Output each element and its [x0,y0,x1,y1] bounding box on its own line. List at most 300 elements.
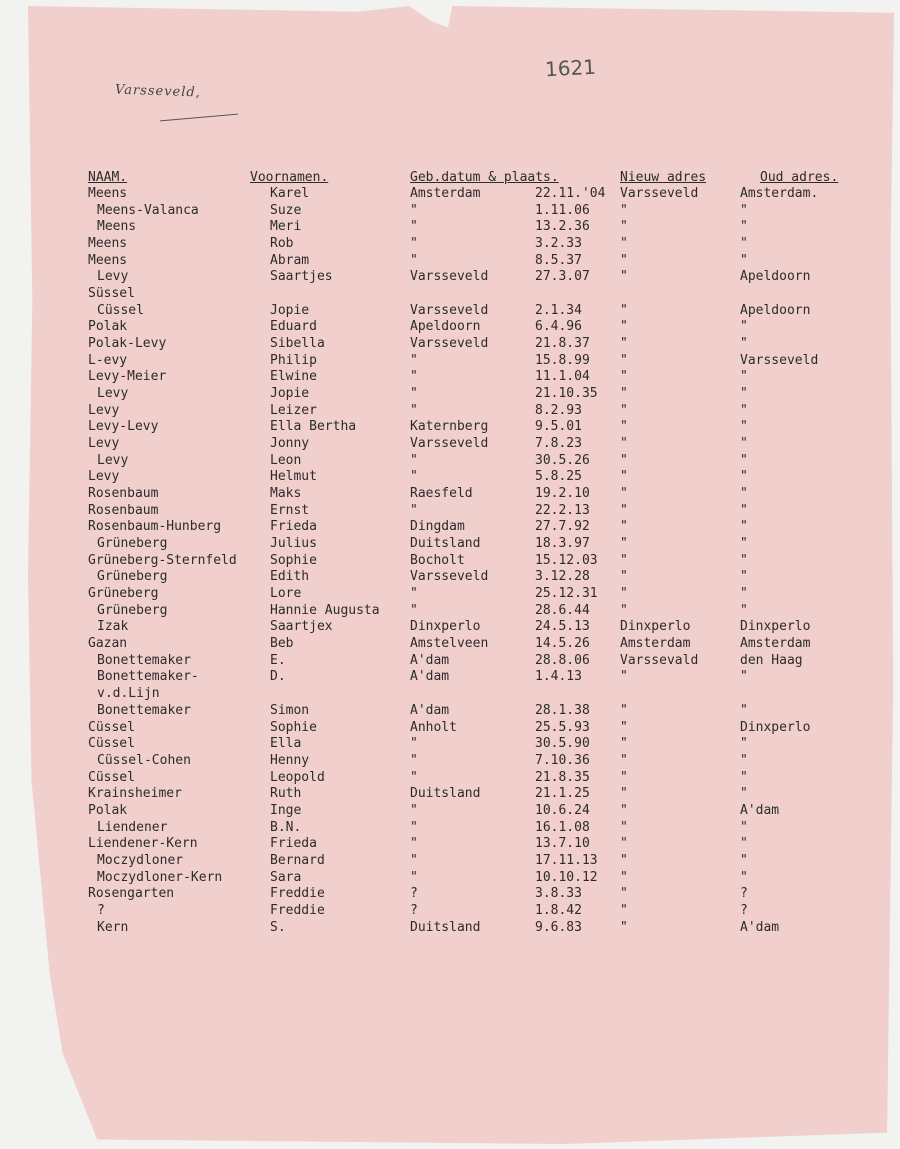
person-surname: Levy [97,452,129,468]
new-address: " [620,719,628,735]
birth-place: " [410,452,418,468]
birth-place: " [410,469,418,485]
new-address: " [620,802,628,818]
table-row [0,803,900,820]
person-first-name: Jonny [270,436,310,452]
table-row [0,820,900,837]
old-address: " [740,252,748,268]
person-first-name: Simon [270,702,310,718]
old-address: " [740,669,748,685]
person-first-name: Ella [270,736,302,752]
old-address: " [740,336,748,352]
new-address: " [620,419,628,435]
old-address: Amsterdam. [740,186,819,201]
birth-place: A'dam [410,702,450,718]
table-row [0,336,900,353]
table-row [0,836,900,853]
person-surname: Izak [97,619,129,635]
new-address: Dinxperlo [620,619,691,635]
person-first-name: Beb [270,636,294,652]
new-address: " [620,236,628,252]
person-first-name: B.N. [270,819,302,835]
person-surname: Moczydloner [97,852,184,868]
birth-date: 3.8.33 [535,886,582,902]
old-address: " [740,852,748,868]
new-address: Amsterdam [620,636,691,652]
old-address: Apeldoorn [740,302,811,318]
birth-place: " [410,586,418,602]
person-surname: Levy [88,436,120,452]
column-header-nieuw-adres: Nieuw adres [620,170,707,185]
person-first-name: S. [270,919,286,935]
old-address: " [740,386,748,402]
old-address: Amsterdam [740,636,811,652]
person-surname: Bonettemaker [97,702,191,718]
table-row [0,653,900,670]
person-surname: Süssel [88,286,135,302]
person-surname: Krainsheimer [88,786,182,802]
person-first-name: Philip [270,352,317,368]
person-surname: L-evy [88,352,128,368]
birth-date: 9.5.01 [535,419,582,435]
table-row [0,569,900,586]
birth-place: Duitsland [410,536,481,552]
person-first-name: E. [270,652,286,668]
new-address: " [620,919,628,935]
person-list [0,186,900,936]
table-row [0,586,900,603]
new-address: " [620,602,628,618]
person-first-name: Julius [270,536,317,552]
birth-place: " [410,352,418,368]
birth-date: 19.2.10 [535,486,590,502]
person-surname: Levy-Meier [88,369,167,385]
person-first-name: Henny [270,752,310,768]
birth-place: " [410,236,418,252]
new-address: " [620,586,628,602]
person-first-name: Edith [270,569,310,585]
person-surname: Polak-Levy [88,336,167,352]
birth-place: Amstelveen [410,636,489,652]
person-first-name: Leizer [270,402,317,418]
person-surname: Moczydloner-Kern [97,869,223,885]
birth-place: Anholt [410,719,457,735]
table-row [0,770,900,787]
person-surname: Levy [88,469,120,485]
old-address: " [740,786,748,802]
new-address: " [620,336,628,352]
table-row [0,286,900,303]
old-address: " [740,586,748,602]
person-surname: Rosenbaum-Hunberg [88,519,222,535]
new-address: Varsseveld [620,186,699,201]
table-row [0,686,900,703]
table-row [0,486,900,503]
person-surname: Cüssel [97,302,144,318]
birth-date: 15.12.03 [535,552,598,568]
old-address: " [740,869,748,885]
person-first-name: Helmut [270,469,317,485]
old-address: " [740,602,748,618]
birth-date: 28.1.38 [535,702,590,718]
new-address: " [620,902,628,918]
person-surname: Levy [97,386,129,402]
old-address: " [740,819,748,835]
old-address: Apeldoorn [740,269,811,285]
person-surname: Grüneberg [97,602,168,618]
table-row [0,436,900,453]
table-row [0,669,900,686]
new-address: " [620,836,628,852]
birth-place: Varsseveld [410,336,489,352]
birth-date: 25.12.31 [535,586,598,602]
table-row [0,886,900,903]
table-row [0,636,900,653]
new-address: " [620,352,628,368]
person-first-name: Frieda [270,519,317,535]
person-first-name: Eduard [270,319,317,335]
birth-place: Amsterdam [410,186,481,201]
birth-date: 2.1.34 [535,302,582,318]
birth-date: 22.11.'04 [535,186,606,201]
new-address: " [620,736,628,752]
table-row [0,303,900,320]
table-row [0,736,900,753]
new-address: " [620,752,628,768]
person-first-name: Suze [270,202,302,218]
person-surname: Gazan [88,636,128,652]
old-address: " [740,319,748,335]
person-surname: Liendener-Kern [88,836,198,852]
table-row [0,619,900,636]
old-address: " [740,536,748,552]
person-first-name: Leon [270,452,302,468]
new-address: " [620,386,628,402]
column-header-geboorte: Geb.datum & plaats. [410,170,559,185]
old-address: " [740,486,748,502]
birth-place: " [410,202,418,218]
old-address: " [740,519,748,535]
old-address: " [740,369,748,385]
new-address: " [620,402,628,418]
table-row [0,419,900,436]
table-row [0,469,900,486]
new-address: " [620,269,628,285]
table-row [0,219,900,236]
person-first-name: Ruth [270,786,302,802]
person-surname: Meens-Valanca [97,202,199,218]
birth-place: Duitsland [410,919,481,935]
old-address: " [740,502,748,518]
table-row [0,453,900,470]
birth-place: Duitsland [410,786,481,802]
birth-place: A'dam [410,669,450,685]
person-first-name: D. [270,669,286,685]
person-first-name: Elwine [270,369,317,385]
birth-place: Katernberg [410,419,489,435]
old-address: " [740,702,748,718]
person-surname: ? [97,902,105,918]
birth-date: 24.5.13 [535,619,590,635]
new-address: " [620,369,628,385]
birth-date: 28.6.44 [535,602,590,618]
birth-place: " [410,252,418,268]
old-address: " [740,236,748,252]
person-surname: Rosengarten [88,886,175,902]
birth-date: 28.8.06 [535,652,590,668]
table-row [0,753,900,770]
person-first-name: Abram [270,252,310,268]
new-address: " [620,486,628,502]
old-address: " [740,836,748,852]
table-row [0,786,900,803]
handwritten-place-note: Varsseveld, [114,82,202,101]
birth-place: ? [410,886,418,902]
old-address: A'dam [740,802,780,818]
table-row [0,353,900,370]
old-address: Dinxperlo [740,619,811,635]
table-row [0,319,900,336]
person-surname: Levy [97,269,129,285]
birth-place: " [410,219,418,235]
birth-place: Raesfeld [410,486,473,502]
new-address: Varssevald [620,652,699,668]
person-surname: Polak [88,802,128,818]
person-first-name: Jopie [270,386,310,402]
person-first-name: Ella Bertha [270,419,357,435]
person-surname: Grüneberg [97,569,168,585]
birth-date: 1.4.13 [535,669,582,685]
birth-date: 16.1.08 [535,819,590,835]
table-row [0,536,900,553]
table-row [0,519,900,536]
table-row [0,186,900,203]
birth-place: A'dam [410,652,450,668]
person-surname: v.d.Lijn [97,686,160,702]
birth-place: " [410,836,418,852]
person-first-name: Frieda [270,836,317,852]
new-address: " [620,786,628,802]
old-address: Dinxperlo [740,719,811,735]
birth-place: " [410,502,418,518]
birth-date: 9.6.83 [535,919,582,935]
birth-date: 3.12.28 [535,569,590,585]
new-address: " [620,886,628,902]
person-first-name: Leopold [270,769,325,785]
old-address: " [740,552,748,568]
person-first-name: Ernst [270,502,310,518]
person-surname: Meens [97,219,137,235]
person-surname: Levy [88,402,120,418]
birth-place: " [410,819,418,835]
table-row [0,603,900,620]
table-row [0,870,900,887]
birth-place: Varsseveld [410,302,489,318]
birth-date: 13.2.36 [535,219,590,235]
birth-date: 5.8.25 [535,469,582,485]
table-row [0,503,900,520]
birth-place: Varsseveld [410,569,489,585]
person-first-name: Saartjex [270,619,333,635]
old-address: " [740,219,748,235]
birth-date: 21.8.35 [535,769,590,785]
old-address: ? [740,902,748,918]
birth-date: 18.3.97 [535,536,590,552]
new-address: " [620,869,628,885]
person-surname: Cüssel [88,719,135,735]
person-first-name: Hannie Augusta [270,602,380,618]
birth-date: 13.7.10 [535,836,590,852]
person-surname: Meens [88,252,128,268]
new-address: " [620,552,628,568]
new-address: " [620,252,628,268]
new-address: " [620,452,628,468]
birth-date: 21.10.35 [535,386,598,402]
person-surname: Cüssel [88,736,135,752]
old-address: ? [740,886,748,902]
person-first-name: Lore [270,586,302,602]
birth-place: " [410,369,418,385]
person-first-name: Sibella [270,336,325,352]
person-surname: Grüneberg-Sternfeld [88,552,237,568]
table-row [0,920,900,937]
birth-date: 17.11.13 [535,852,598,868]
person-first-name: Jopie [270,302,310,318]
birth-date: 15.8.99 [535,352,590,368]
birth-place: " [410,752,418,768]
new-address: " [620,536,628,552]
person-surname: Levy-Levy [88,419,159,435]
person-surname: Cüssel [88,769,135,785]
table-row [0,253,900,270]
person-surname: Rosenbaum [88,486,159,502]
birth-place: " [410,736,418,752]
old-address: " [740,736,748,752]
folio-number: 1621 [544,54,597,82]
table-row [0,269,900,286]
birth-place: " [410,869,418,885]
birth-date: 8.5.37 [535,252,582,268]
birth-date: 30.5.26 [535,452,590,468]
birth-date: 1.8.42 [535,902,582,918]
person-surname: Grüneberg [88,586,159,602]
birth-date: 8.2.93 [535,402,582,418]
table-row [0,720,900,737]
person-first-name: Freddie [270,886,325,902]
birth-place: Apeldoorn [410,319,481,335]
birth-place: " [410,852,418,868]
column-header-naam: NAAM. [88,170,128,185]
new-address: " [620,202,628,218]
birth-place: Bocholt [410,552,465,568]
new-address: " [620,319,628,335]
person-surname: Polak [88,319,128,335]
new-address: " [620,302,628,318]
new-address: " [620,852,628,868]
birth-date: 21.1.25 [535,786,590,802]
table-row [0,203,900,220]
person-first-name: Rob [270,236,294,252]
birth-place: " [410,386,418,402]
birth-place: " [410,602,418,618]
old-address: " [740,402,748,418]
old-address: den Haag [740,652,803,668]
new-address: " [620,769,628,785]
birth-date: 7.8.23 [535,436,582,452]
birth-place: " [410,769,418,785]
birth-date: 10.10.12 [535,869,598,885]
old-address: " [740,436,748,452]
person-surname: Meens [88,186,128,201]
birth-date: 11.1.04 [535,369,590,385]
person-first-name: Bernard [270,852,325,868]
person-surname: Liendener [97,819,168,835]
new-address: " [620,469,628,485]
table-row [0,236,900,253]
table-row [0,703,900,720]
person-first-name: Karel [270,186,310,201]
birth-place: " [410,802,418,818]
birth-date: 1.11.06 [535,202,590,218]
person-surname: Meens [88,236,128,252]
old-address: " [740,569,748,585]
birth-place: ? [410,902,418,918]
birth-place: Varsseveld [410,436,489,452]
person-surname: Kern [97,919,129,935]
column-header-oud-adres: Oud adres. [760,170,839,185]
new-address: " [620,502,628,518]
table-row [0,903,900,920]
person-surname: Bonettemaker [97,652,191,668]
old-address: A'dam [740,919,780,935]
person-first-name: Sara [270,869,302,885]
table-row [0,369,900,386]
person-first-name: Saartjes [270,269,333,285]
old-address: " [740,419,748,435]
person-first-name: Inge [270,802,302,818]
person-surname: Grüneberg [97,536,168,552]
birth-date: 27.7.92 [535,519,590,535]
birth-date: 14.5.26 [535,636,590,652]
old-address: " [740,202,748,218]
old-address: " [740,452,748,468]
person-first-name: Sophie [270,552,317,568]
person-surname: Rosenbaum [88,502,159,518]
column-header-voornamen: Voornamen. [250,170,329,185]
birth-date: 25.5.93 [535,719,590,735]
person-first-name: Maks [270,486,302,502]
table-row [0,553,900,570]
birth-place: " [410,402,418,418]
person-first-name: Sophie [270,719,317,735]
birth-date: 7.10.36 [535,752,590,768]
new-address: " [620,436,628,452]
old-address: Varsseveld [740,352,819,368]
birth-date: 6.4.96 [535,319,582,335]
table-row [0,386,900,403]
new-address: " [620,819,628,835]
new-address: " [620,219,628,235]
birth-date: 3.2.33 [535,236,582,252]
new-address: " [620,519,628,535]
table-row [0,403,900,420]
new-address: " [620,669,628,685]
person-surname: Cüssel-Cohen [97,752,191,768]
old-address: " [740,752,748,768]
birth-date: 21.8.37 [535,336,590,352]
new-address: " [620,569,628,585]
birth-date: 30.5.90 [535,736,590,752]
